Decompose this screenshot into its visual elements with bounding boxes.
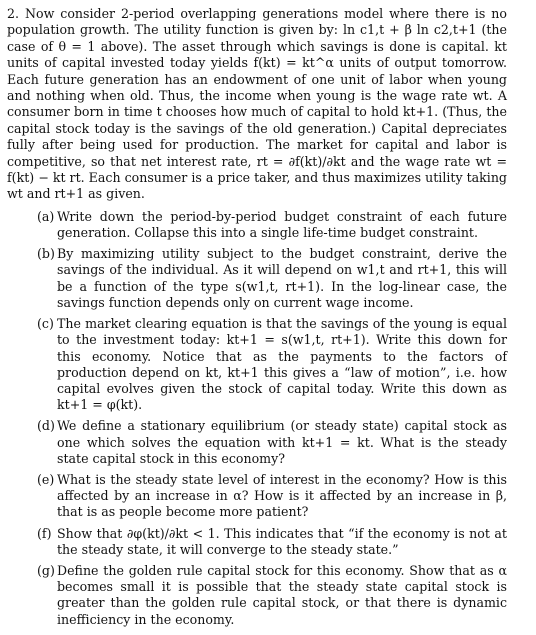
- subquestion-e: [7, 472, 507, 521]
- subquestion-label: (b): [37, 246, 55, 262]
- subquestion-text: The market clearing equation is that the savings of the young is equal to the investment today: kt+1 = s(w1,t, rt+1). Write this down for this economy. Notice that as the payments to the factors of production depend on kt, kt+1 this gives a “law of motion”, i.e. how capital evolves given the stock of capital today. Write this down as kt+1 = φ(kt).: [57, 316, 507, 413]
- subquestion-text: Write down the period-by-period budget constraint of each future generation. Collapse this into a single life-time budget constraint.: [57, 208, 507, 241]
- subquestion-a: [7, 209, 507, 241]
- subquestion-text: Define the golden rule capital stock for this economy. Show that as α becomes small it is possible that the steady state capital stock is greater than the golden rule capital stock, or that there is dynamic inefficiency in the economy.: [57, 562, 507, 627]
- subquestion-label: (a): [37, 208, 55, 224]
- subquestion-label: (c): [37, 316, 54, 332]
- subquestion-c: [7, 316, 507, 413]
- problem-number: 2.: [7, 6, 20, 21]
- subquestion-f: [7, 526, 507, 558]
- subquestion-text: What is the steady state level of interest in the economy? How is this affected by an increase in α? How is it affected by an increase in β, that is as people become more patient?: [57, 471, 507, 520]
- problem-block: [7, 6, 507, 628]
- subquestion-label: (f): [37, 525, 52, 541]
- problem-intro: [7, 6, 507, 203]
- subquestion-label: (e): [37, 471, 55, 487]
- subquestion-d: [7, 418, 507, 467]
- subquestion-text: By maximizing utility subject to the budget constraint, derive the savings of the individual. As it will depend on w1,t and rt+1, this will be a function of the type s(w1,t, rt+1). In the log-linear case, the savings function depends only on current wage income.: [57, 246, 507, 310]
- subquestion-text: Show that ∂φ(kt)/∂kt < 1. This indicates that “if the economy is not at the steady state, it will converge to the steady state.”: [57, 525, 507, 557]
- subquestion-text: We define a stationary equilibrium (or steady state) capital stock as one which solves the equation with kt+1 = kt. What is the steady state capital stock in this economy?: [57, 418, 507, 466]
- subquestion-g: [7, 563, 507, 628]
- subquestion-label: (d): [37, 418, 55, 434]
- subquestion-b: [7, 246, 507, 311]
- subquestion-label: (g): [37, 562, 55, 578]
- subquestion-list: [7, 209, 507, 628]
- problem-intro-text: Now consider 2-period overlapping generations model where there is no population growth. The utility function is given by: ln c1,t + β ln c2,t+1 (the case of θ = 1 above). The asset through which savings is done is capital. kt units of capital invested today yields f(kt) = kt^α units of output tomorrow. Each future generation has an endowment of one unit of labor when young and nothing when old. Thus, the income when young is the wage rate wt. A consumer born in time t chooses how much of capital to hold kt+1. (Thus, the capital stock today is the savings of the old generation.) Capital depreciates fully after being used for production. The market for capital and labor is competitive, so that net interest rate, rt = ∂f(kt)/∂kt and the wage rate wt = f(kt) − kt rt. Each consumer is a price taker, and thus maximizes utility taking wt and rt+1 as given.: [7, 6, 507, 202]
